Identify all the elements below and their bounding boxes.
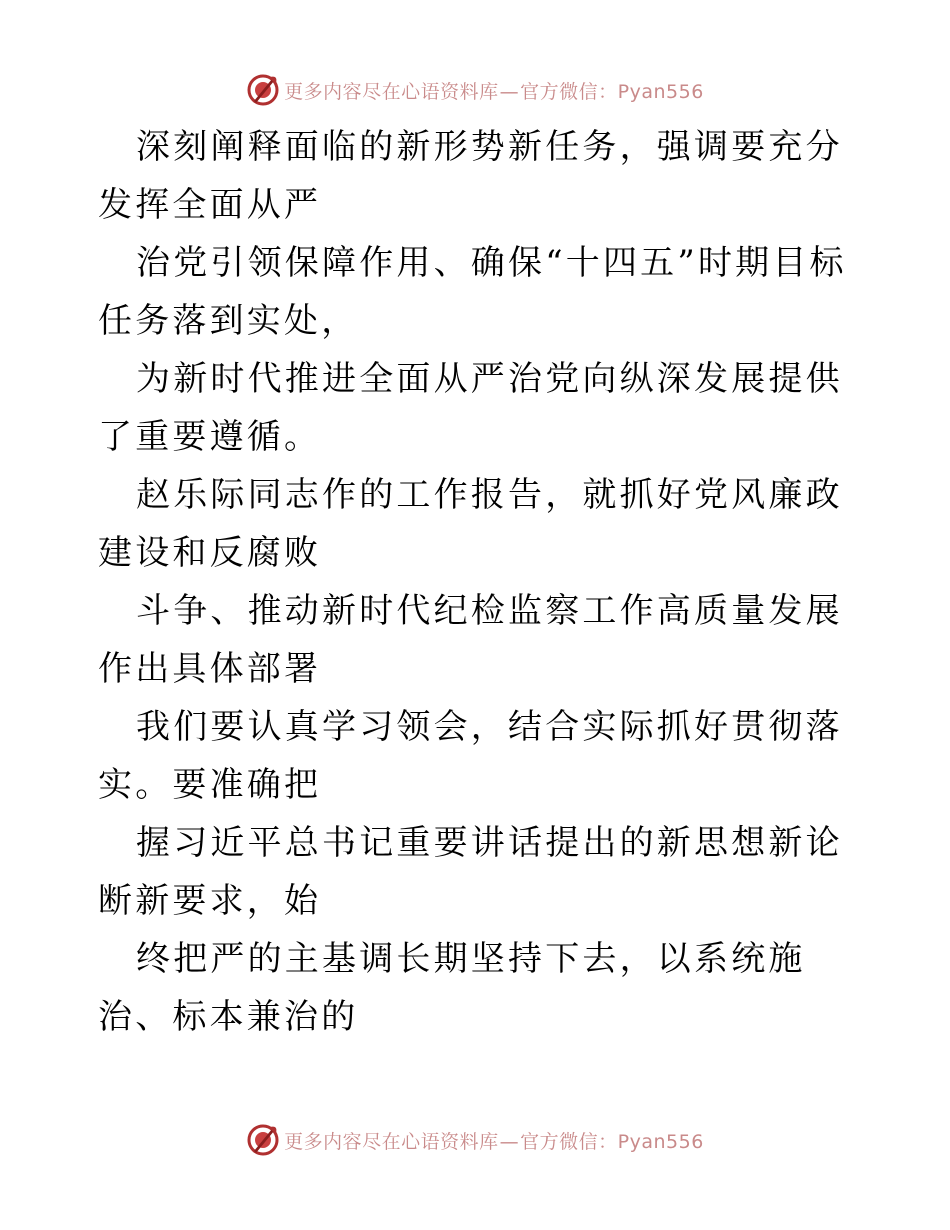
paragraph-5: 斗争、推动新时代纪检监察工作高质量发展作出具体部署	[98, 591, 843, 689]
quill-pen-seal-icon	[246, 1123, 280, 1157]
paragraph-7: 握习近平总书记重要讲话提出的新思想新论断新要求，始	[98, 823, 843, 921]
footer-banner-text	[284, 1127, 704, 1154]
footer-contact-text: 官方微信：Pyan556	[520, 1130, 704, 1153]
document-body	[98, 118, 858, 1046]
footer-banner	[0, 1120, 950, 1160]
paragraph-6: 我们要认真学习领会，结合实际抓好贯彻落实。要准确把	[98, 707, 843, 805]
footer-brand-text: 更多内容尽在心语资料库	[284, 1130, 499, 1153]
paragraph-8: 终把严的主基调长期坚持下去，以系统施治、标本兼治的	[98, 939, 806, 1037]
header-contact-text: 官方微信：Pyan556	[520, 80, 704, 103]
quill-pen-seal-icon	[246, 73, 280, 107]
paragraph-1: 深刻阐释面临的新形势新任务，强调要充分发挥全面从严	[98, 127, 843, 225]
paragraph-4: 赵乐际同志作的工作报告，就抓好党风廉政建设和反腐败	[98, 475, 843, 573]
footer-separator: —	[499, 1130, 520, 1153]
header-banner	[0, 70, 950, 110]
header-separator: —	[499, 80, 520, 103]
paragraph-2: 治党引领保障作用、确保“十四五”时期目标任务落到实处，	[98, 243, 847, 341]
paragraph-3: 为新时代推进全面从严治党向纵深发展提供了重要遵循。	[98, 359, 843, 457]
header-brand-text: 更多内容尽在心语资料库	[284, 80, 499, 103]
header-banner-text	[284, 77, 704, 104]
